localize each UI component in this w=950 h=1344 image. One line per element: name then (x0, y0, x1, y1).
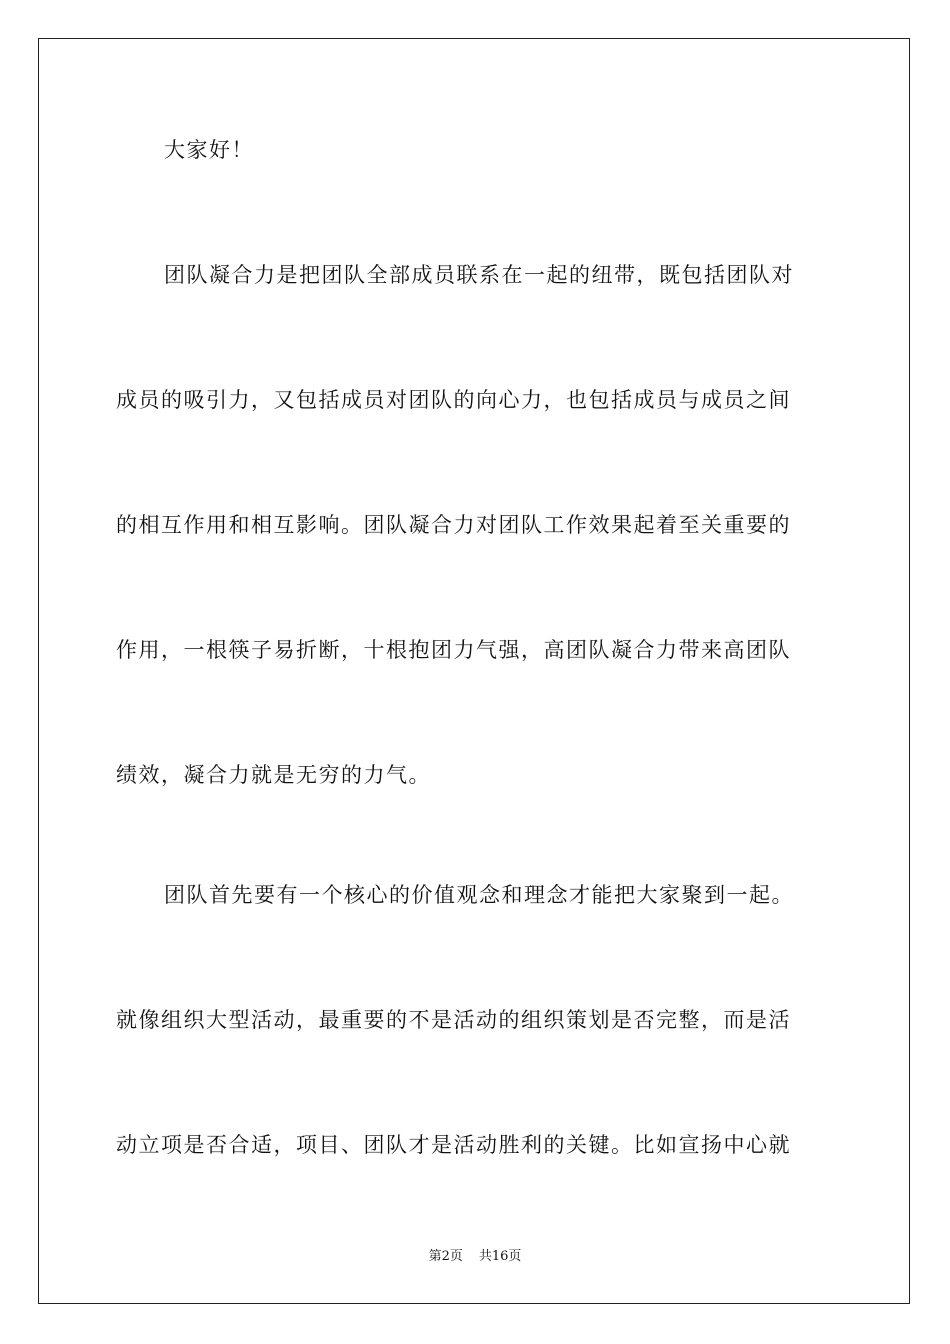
paragraph-line: 团队凝合力是把团队全部成员联系在一起的纽带，既包括团队对 (164, 263, 794, 287)
paragraph-line: 动立项是否合适，项目、团队才是活动胜利的关键。比如宣扬中心就 (116, 1133, 791, 1157)
page-border (38, 38, 910, 1304)
paragraph-line: 绩效，凝合力就是无穷的力气。 (116, 763, 431, 787)
greeting-line: 大家好！ (164, 138, 254, 162)
paragraph-line: 作用，一根筷子易折断，十根抱团力气强，高团队凝合力带来高团队 (116, 638, 791, 662)
paragraph-line: 团队首先要有一个核心的价值观念和理念才能把大家聚到一起。 (164, 883, 794, 907)
page-footer (0, 1248, 950, 1266)
page-number: 第2页 (428, 1249, 463, 1264)
paragraph-line: 就像组织大型活动，最重要的不是活动的组织策划是否完整，而是活 (116, 1008, 791, 1032)
paragraph-line: 成员的吸引力，又包括成员对团队的向心力，也包括成员与成员之间 (116, 388, 791, 412)
paragraph-line: 的相互作用和相互影响。团队凝合力对团队工作效果起着至关重要的 (116, 513, 791, 537)
page-total: 共16页 (478, 1249, 522, 1264)
